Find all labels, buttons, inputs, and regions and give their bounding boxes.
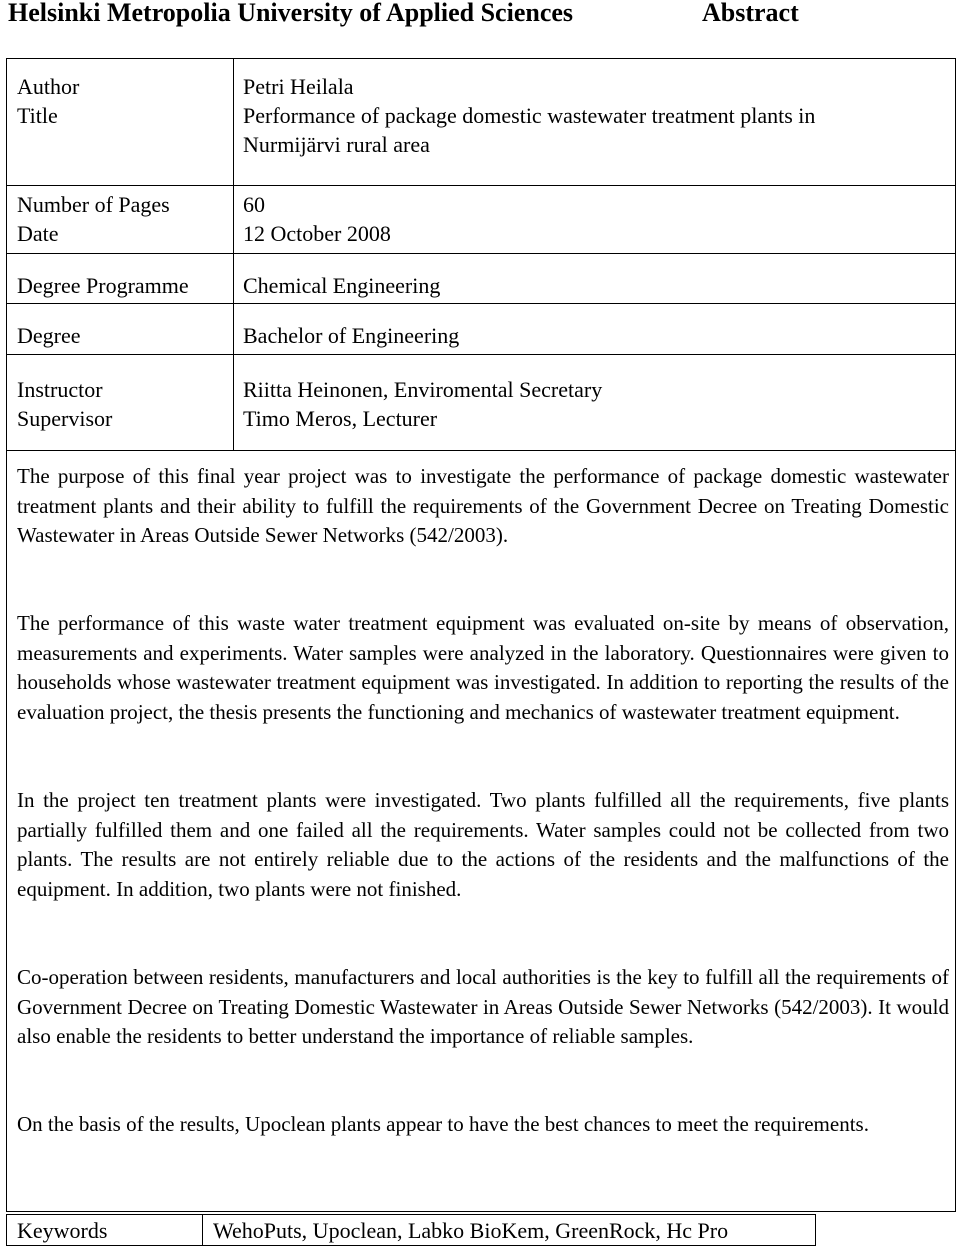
abstract-body	[6, 450, 956, 1212]
metadata-table	[6, 58, 956, 451]
date-value: 12 October 2008	[243, 221, 391, 246]
keywords-table	[6, 1214, 816, 1246]
pages-label: Number of Pages	[17, 192, 170, 217]
author-value: Petri Heilala	[243, 74, 354, 99]
row-divider	[7, 253, 955, 254]
abstract-paragraph: The performance of this waste water treatment equipment was evaluated on-site by means of observation, measurements and experiments. Water samples were analyzed in the laboratory. Questionnaires were given to households whose wastewater treatment equipment was investigated. In addition to reporting the results of the evaluation project, the thesis presents the functioning and mechanics of wastewater treatment equipment.	[17, 611, 949, 724]
programme-value: Chemical Engineering	[243, 273, 441, 298]
degree-value: Bachelor of Engineering	[243, 323, 460, 348]
keywords-value: WehoPuts, Upoclean, Labko BioKem, GreenRock, Hc Pro	[213, 1218, 729, 1243]
institution-name: Helsinki Metropolia University of Applied Sciences	[8, 0, 574, 27]
instructor-value: Riitta Heinonen, Enviromental Secretary	[243, 377, 603, 402]
column-divider	[233, 59, 234, 450]
document-header	[8, 0, 948, 34]
title-value-line1: Performance of package domestic wastewater treatment plants in	[243, 103, 816, 128]
abstract-paragraph: In the project ten treatment plants were investigated. Two plants fulfilled all the requirements, five plants partially fulfilled them and one failed all the requirements. Water samples could not be collected from two plants. The results are not entirely reliable due to the actions of the residents and the malfunctions of the equipment. In addition, two plants were not finished.	[17, 788, 949, 901]
date-label: Date	[17, 221, 59, 246]
section-title: Abstract	[702, 0, 799, 27]
degree-label: Degree	[17, 323, 81, 348]
abstract-paragraph: The purpose of this final year project was to investigate the performance of package domestic wastewater treatment plants and their ability to fulfill the requirements of the Government Decree on Treating Domestic Wastewater in Areas Outside Sewer Networks (542/2003).	[17, 464, 949, 547]
instructor-label: Instructor	[17, 377, 103, 402]
pages-value: 60	[243, 192, 265, 217]
row-divider	[7, 303, 955, 304]
row-divider	[7, 185, 955, 186]
abstract-paragraph: On the basis of the results, Upoclean plants appear to have the best chances to meet the requirements.	[17, 1112, 869, 1136]
author-label: Author	[17, 74, 80, 99]
title-value-line2: Nurmijärvi rural area	[243, 132, 430, 157]
supervisor-value: Timo Meros, Lecturer	[243, 406, 438, 431]
keywords-label: Keywords	[17, 1218, 108, 1243]
supervisor-label: Supervisor	[17, 406, 113, 431]
title-label: Title	[17, 103, 58, 128]
row-divider	[7, 354, 955, 355]
programme-label: Degree Programme	[17, 273, 189, 298]
abstract-paragraph: Co-operation between residents, manufacturers and local authorities is the key to fulfill all the requirements of Government Decree on Treating Domestic Wastewater in Areas Outside Sewer Networks (542/2003). It would also enable the residents to better understand the importance of reliable samples.	[17, 965, 949, 1048]
column-divider	[202, 1215, 203, 1245]
